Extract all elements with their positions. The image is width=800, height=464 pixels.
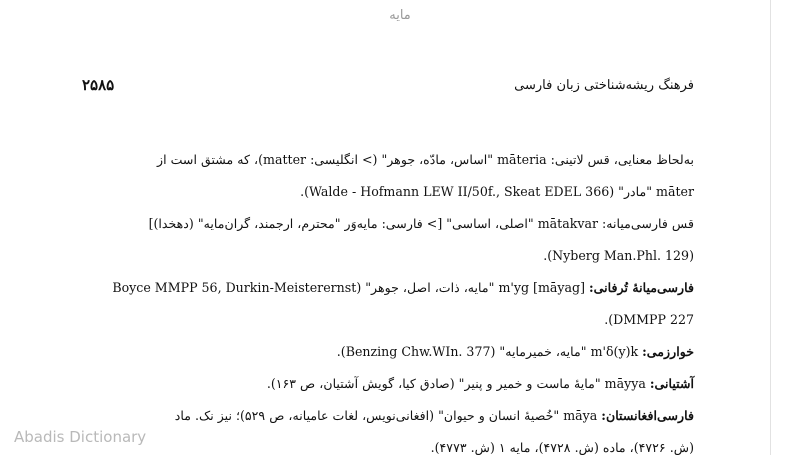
language-label: آشتیانی: — [649, 376, 694, 391]
text-line — [78, 336, 694, 368]
page-edge-divider — [770, 0, 771, 455]
line-text: قس فارسی‌میانه: mātakvar "اصلی، اساسی" [> فارسی: مایه‌وَر "محترم، ارجمند، گران‌مایه" (دهخدا)] — [148, 216, 694, 231]
text-line — [78, 144, 694, 176]
language-label: خوارزمی: — [642, 344, 694, 359]
line-text: m'δ(y)k "مایه، خمیرمایه" (Benzing Chw.WIn. 377). — [336, 344, 643, 359]
text-line — [78, 304, 694, 336]
line-text: [māyag] m'yg "مایه، ذات، اصل، جوهر" (Boyce MMPP 56, Durkin-Meisterernst — [112, 280, 590, 295]
text-line — [78, 400, 694, 432]
page-header — [78, 78, 694, 104]
watermark: Abadis Dictionary — [14, 428, 147, 446]
language-label: فارسی‌میانهٔ تُرفانی: — [589, 280, 694, 295]
text-line — [78, 368, 694, 400]
line-text: (ش. ۴۷۲۶)، ماده (ش. ۴۷۲۸)، مایه ۱ (ش. ۴۷۷۳). — [430, 440, 694, 455]
text-line — [78, 240, 694, 272]
line-text: māyya "مایهٔ ماست و خمیر و پنیر" (صادق کیا، گویش آشتیان، ص ۱۶۳). — [266, 376, 650, 391]
line-text: به‌لحاظ معنایی، قس لاتینی: māteria "اساس، مادّه، جوهر" (> انگلیسی: matter)، که مشتق است از — [156, 152, 694, 167]
line-text: DMMPP 227). — [604, 312, 694, 327]
text-line — [78, 208, 694, 240]
book-title: فرهنگ ریشه‌شناختی زبان فارسی — [514, 78, 694, 93]
page-title: مایه — [389, 8, 411, 23]
line-text: māter "مادر" (Walde - Hofmann LEW II/50f., Skeat EDEL 366). — [300, 184, 694, 199]
text-line — [78, 176, 694, 208]
text-line — [78, 272, 694, 304]
language-label: فارسی‌افغانستان: — [601, 408, 694, 423]
line-text: māya "خُصیهٔ انسان و حیوان" (افغانی‌نویس، لغات عامیانه، ص ۵۲۹)؛ نیز نک. ماد — [174, 408, 602, 423]
line-text: (Nyberg Man.Phl. 129). — [543, 248, 694, 263]
entry-text — [78, 144, 694, 464]
text-line — [78, 432, 694, 464]
page-number: ۲۵۸۵ — [82, 76, 115, 94]
